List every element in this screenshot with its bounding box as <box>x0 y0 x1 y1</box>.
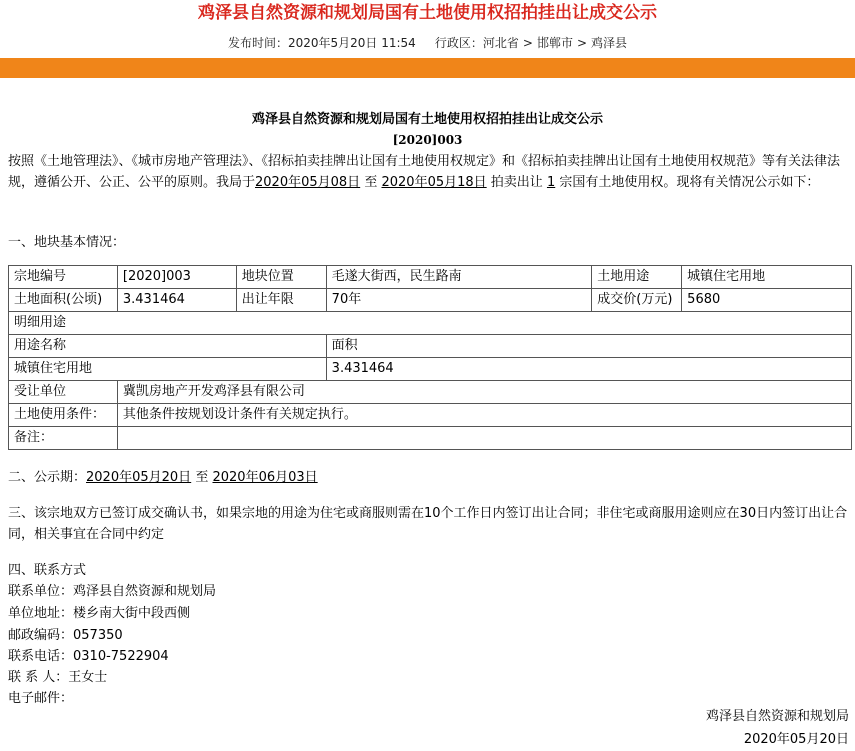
table-cell: 城镇住宅用地 <box>9 358 327 381</box>
contact-person-value: 王女士 <box>68 670 108 685</box>
table-cell: 冀凯房地产开发鸡泽县有限公司 <box>117 381 851 404</box>
contact-person <box>8 667 850 688</box>
contact-unit <box>8 581 850 602</box>
table-cell: 土地使用条件： <box>9 404 118 427</box>
signature-org: 鸡泽县自然资源和规划局 <box>705 709 849 724</box>
table-cell: 成交价(万元) <box>592 289 682 312</box>
contact-email <box>8 688 850 709</box>
contact-unit-value: 鸡泽县自然资源和规划局 <box>73 584 217 599</box>
contact-person-label: 联 系 人： <box>8 670 69 685</box>
auction-start-date: 2020年05月08日 <box>255 175 361 190</box>
section-3: 三、该宗地双方已签订成交确认书，如果宗地的用途为住宅或商服则需在10个工作日内签订出让合同；非住宅或商服用途则应在30日内签订出让合同，相关事宜在合同中约定 <box>8 506 848 542</box>
contact-postcode-value: 057350 <box>73 628 123 643</box>
table-cell: 其他条件按规划设计条件有关规定执行。 <box>117 404 851 427</box>
table-row <box>9 381 852 404</box>
table-row <box>9 427 852 450</box>
breadcrumb-county[interactable]: 鸡泽县 <box>591 36 628 50</box>
table-cell <box>117 427 851 450</box>
breadcrumb-separator: > <box>576 36 588 50</box>
publicity-end-date: 2020年06月03日 <box>212 470 318 485</box>
table-cell: 70年 <box>326 289 592 312</box>
intro-text: 宗国有土地使用权。现将有关情况公示如下： <box>559 175 820 190</box>
table-row <box>9 289 852 312</box>
table-cell: 明细用途 <box>9 312 852 335</box>
auction-end-date: 2020年05月18日 <box>381 175 487 190</box>
table-cell: 用途名称 <box>9 335 327 358</box>
signature-date: 2020年05月20日 <box>743 732 849 747</box>
notice-code: [2020]003 <box>392 133 463 147</box>
publicity-start-date: 2020年05月20日 <box>86 470 192 485</box>
table-row <box>9 358 852 381</box>
publicity-label: 二、公示期： <box>8 470 87 485</box>
table-cell: 地块位置 <box>236 266 326 289</box>
contact-address <box>8 603 850 624</box>
meta-line <box>0 35 855 51</box>
table-cell: 备注： <box>9 427 118 450</box>
publish-time: 2020年5月20日 11:54 <box>287 36 416 50</box>
publish-label: 发布时间： <box>227 36 288 50</box>
contact-email-label: 电子邮件： <box>8 691 74 706</box>
table-cell: 受让单位 <box>9 381 118 404</box>
table-row <box>9 266 852 289</box>
to-text: 至 <box>195 470 209 485</box>
table-row <box>9 404 852 427</box>
breadcrumb-separator: > <box>522 36 533 50</box>
section-2 <box>8 467 850 488</box>
table-row <box>9 335 852 358</box>
contact-postcode <box>8 625 850 646</box>
intro-text: 按照《土地管理法》、《城市房地产管理法》、《招标拍卖挂牌出让国有土地使用权规定》和《招标拍卖挂牌出让国有土地使用权规范》等有关法律法规，遵循公开、公正、公平的原则。我局于 <box>8 154 841 190</box>
contact-address-label: 单位地址： <box>8 606 74 621</box>
contact-phone <box>8 646 850 667</box>
table-cell: 3.431464 <box>326 358 851 381</box>
table-cell: 土地用途 <box>592 266 682 289</box>
intro-text: 拍卖出让 <box>490 175 543 190</box>
land-info-table <box>8 265 852 450</box>
table-cell: 出让年限 <box>236 289 326 312</box>
region-label: 行政区： <box>434 36 483 50</box>
table-cell: 3.431464 <box>117 289 236 312</box>
table-row <box>9 312 852 335</box>
section-4-heading: 四、联系方式 <box>8 563 87 578</box>
contact-phone-label: 联系电话： <box>8 649 74 664</box>
table-cell: 宗地编号 <box>9 266 118 289</box>
contact-postcode-label: 邮政编码： <box>8 628 74 643</box>
to-text: 至 <box>364 175 378 190</box>
contact-phone-value: 0310-7522904 <box>73 649 169 664</box>
contact-unit-label: 联系单位： <box>8 584 74 599</box>
table-cell: 5680 <box>682 289 852 312</box>
intro-paragraph <box>8 151 850 193</box>
breadcrumb-province[interactable]: 河北省 <box>482 36 519 50</box>
notice-title: 鸡泽县自然资源和规划局国有土地使用权招拍挂出让成交公示 <box>251 112 603 127</box>
contact-address-value: 楼乡南大街中段西侧 <box>73 606 191 621</box>
page-title: 鸡泽县自然资源和规划局国有土地使用权招拍挂出让成交公示 <box>198 3 657 23</box>
section-1-heading: 一、地块基本情况： <box>8 235 126 250</box>
header-divider-bar <box>0 58 855 78</box>
parcel-count: 1 <box>546 175 556 190</box>
table-cell: 毛遂大街西，民生路南 <box>326 266 592 289</box>
table-cell: [2020]003 <box>117 266 236 289</box>
table-cell: 土地面积(公顷) <box>9 289 118 312</box>
table-cell: 城镇住宅用地 <box>682 266 852 289</box>
breadcrumb-city[interactable]: 邯郸市 <box>536 36 573 50</box>
table-cell: 面积 <box>326 335 851 358</box>
